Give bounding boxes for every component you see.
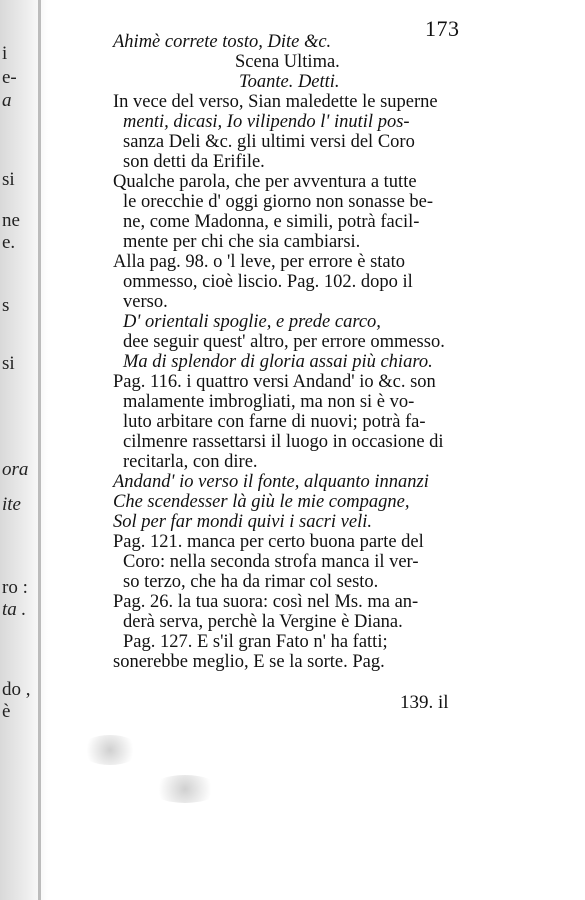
- scene-heading: Scena Ultima.: [235, 52, 340, 72]
- margin-fragment: ta .: [2, 599, 27, 620]
- margin-fragment: s: [2, 295, 10, 316]
- scene-characters: Toante. Detti.: [239, 72, 340, 92]
- text-line: Ahimè correte tosto, Dite &c.: [113, 32, 332, 52]
- verse-line: Andand' io verso il fonte, alquanto innanzi: [113, 472, 429, 492]
- margin-fragment: ne: [2, 210, 20, 231]
- margin-fragment: è: [2, 701, 11, 722]
- paper-smudge: [150, 775, 220, 803]
- margin-fragment: ite: [2, 494, 21, 515]
- text-line: Alla pag. 98. o 'l leve, per errore è stato: [113, 252, 406, 272]
- verse-line: Sol per far mondi quivi i sacri veli.: [113, 512, 372, 532]
- verse-line: Ma di splendor di gloria assai più chiaro.: [123, 352, 433, 372]
- text-line: verso.: [123, 292, 168, 312]
- text-line: sanza Deli &c. gli ultimi versi del Coro: [123, 132, 415, 152]
- text-line: In vece del verso, Sian maledette le superne: [113, 92, 438, 112]
- text-line: recitarla, con dire.: [123, 452, 258, 472]
- margin-fragment: ro :: [2, 577, 28, 598]
- text-line: Pag. 26. la tua suora: così nel Ms. ma an-: [113, 592, 419, 612]
- text-line: so terzo, che ha da rimar col sesto.: [123, 572, 379, 592]
- text-line: Coro: nella seconda strofa manca il ver-: [123, 552, 419, 572]
- margin-fragment: ora: [2, 459, 29, 480]
- verse-line: Che scendesser là giù le mie compagne,: [113, 492, 410, 512]
- text-line: malamente imbrogliati, ma non si è vo-: [123, 392, 415, 412]
- page-number: 173: [425, 16, 460, 41]
- text-line: son detti da Erifile.: [123, 152, 265, 172]
- text-line: cilmenre rassettarsi il luogo in occasione di: [123, 432, 444, 452]
- text-line: Pag. 121. manca per certo buona parte del: [113, 532, 424, 552]
- text-line: menti, dicasi, Io vilipendo l' inutil pos-: [123, 112, 410, 132]
- margin-fragment: a: [2, 90, 12, 111]
- catchword-footer: 139. il: [400, 692, 449, 713]
- margin-fragment: si: [2, 169, 15, 190]
- margin-fragment: do ,: [2, 679, 31, 700]
- margin-fragment: e.: [2, 232, 16, 253]
- margin-fragment: si: [2, 353, 15, 374]
- text-line: le orecchie d' oggi giorno non sonasse be-: [123, 192, 434, 212]
- text-line: Pag. 127. E s'il gran Fato n' ha fatti;: [123, 632, 388, 652]
- text-line: luto arbitare con farne di nuovi; potrà fa-: [123, 412, 426, 432]
- page-body: [113, 32, 485, 672]
- text-line: Qualche parola, che per avventura a tutte: [113, 172, 417, 192]
- text-line: ne, come Madonna, e simili, potrà facil-: [123, 212, 420, 232]
- text-line: Pag. 116. i quattro versi Andand' io &c. son: [113, 372, 436, 392]
- text-line: mente per chi che sia cambiarsi.: [123, 232, 361, 252]
- page-spine-line: [38, 0, 41, 900]
- text-line: derà serva, perchè la Vergine è Diana.: [123, 612, 403, 632]
- margin-fragment: e-: [2, 67, 17, 88]
- text-line: sonerebbe meglio, E se la sorte. Pag.: [113, 652, 385, 672]
- paper-smudge: [80, 735, 140, 765]
- margin-fragment: i: [2, 43, 8, 64]
- text-line: dee seguir quest' altro, per errore ommesso.: [123, 332, 445, 352]
- text-line: ommesso, cioè liscio. Pag. 102. dopo il: [123, 272, 413, 292]
- verse-line: D' orientali spoglie, e prede carco,: [123, 312, 381, 332]
